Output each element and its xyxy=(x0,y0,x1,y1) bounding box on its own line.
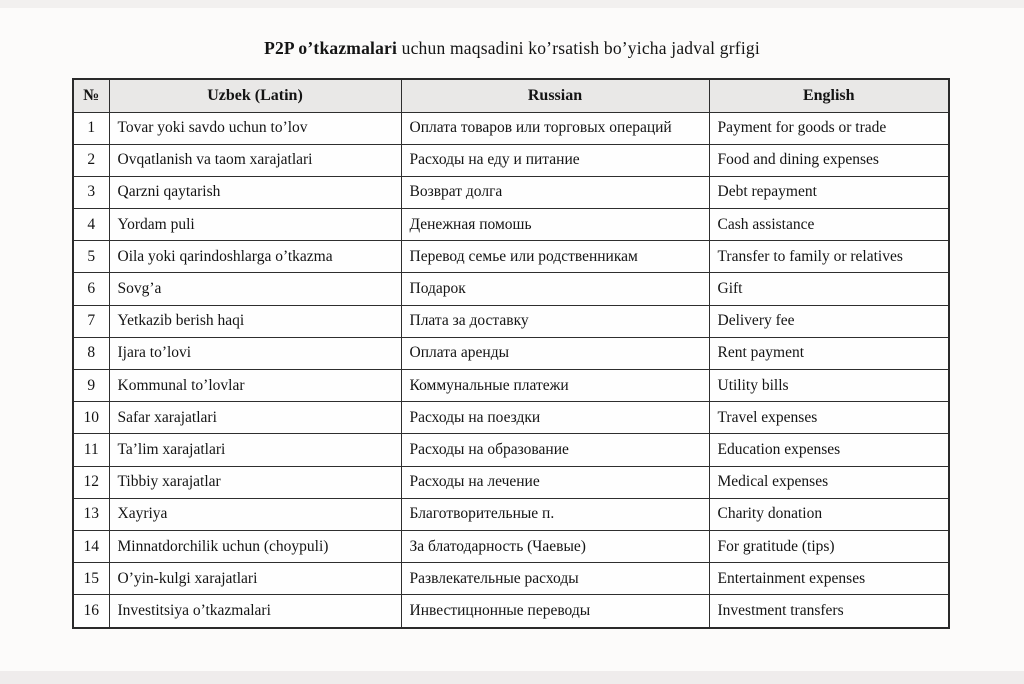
row-number: 7 xyxy=(73,305,109,337)
page-title-rest: uchun maqsadini ko’rsatish bo’yicha jadval grfigi xyxy=(397,38,760,58)
page-title xyxy=(0,38,1024,59)
cell-russian: Перевод семье или родственникам xyxy=(401,241,709,273)
cell-uzbek: Safar xarajatlari xyxy=(109,402,401,434)
cell-english: Debt repayment xyxy=(709,176,949,208)
cell-english: Education expenses xyxy=(709,434,949,466)
row-number: 1 xyxy=(73,112,109,144)
cell-uzbek: Xayriya xyxy=(109,498,401,530)
cell-english: Payment for goods or trade xyxy=(709,112,949,144)
cell-uzbek: Ovqatlanish va taom xarajatlari xyxy=(109,144,401,176)
cell-uzbek: Yetkazib berish haqi xyxy=(109,305,401,337)
row-number: 12 xyxy=(73,466,109,498)
cell-english: Cash assistance xyxy=(709,209,949,241)
cell-uzbek: Investitsiya o’tkazmalari xyxy=(109,595,401,628)
row-number: 13 xyxy=(73,498,109,530)
cell-english: Food and dining expenses xyxy=(709,144,949,176)
cell-english: Medical expenses xyxy=(709,466,949,498)
cell-uzbek: Kommunal to’lovlar xyxy=(109,370,401,402)
row-number: 14 xyxy=(73,530,109,562)
cell-uzbek: Tovar yoki savdo uchun to’lov xyxy=(109,112,401,144)
cell-russian: Оплата товаров или торговых операций xyxy=(401,112,709,144)
cell-uzbek: Oila yoki qarindoshlarga o’tkazma xyxy=(109,241,401,273)
cell-russian: Плата за доставку xyxy=(401,305,709,337)
cell-russian: Расходы на поездки xyxy=(401,402,709,434)
row-number: 16 xyxy=(73,595,109,628)
cell-english: Entertainment expenses xyxy=(709,563,949,595)
row-number: 2 xyxy=(73,144,109,176)
cell-english: Delivery fee xyxy=(709,305,949,337)
cell-uzbek: Qarzni qaytarish xyxy=(109,176,401,208)
row-number: 5 xyxy=(73,241,109,273)
cell-english: Utility bills xyxy=(709,370,949,402)
row-number: 3 xyxy=(73,176,109,208)
row-number: 10 xyxy=(73,402,109,434)
table-row xyxy=(73,563,949,595)
cell-uzbek: Sovg’a xyxy=(109,273,401,305)
cell-uzbek: O’yin-kulgi xarajatlari xyxy=(109,563,401,595)
cell-russian: Подарок xyxy=(401,273,709,305)
cell-russian: Развлекательные расходы xyxy=(401,563,709,595)
cell-uzbek: Minnatdorchilik uchun (choypuli) xyxy=(109,530,401,562)
table-row xyxy=(73,595,949,628)
table-row xyxy=(73,402,949,434)
cell-english: Travel expenses xyxy=(709,402,949,434)
table-row xyxy=(73,305,949,337)
table-row xyxy=(73,434,949,466)
cell-english: For gratitude (tips) xyxy=(709,530,949,562)
table-row xyxy=(73,530,949,562)
cell-russian: Инвестицнонные переводы xyxy=(401,595,709,628)
table-row xyxy=(73,370,949,402)
row-number: 4 xyxy=(73,209,109,241)
cell-russian: Расходы на лечение xyxy=(401,466,709,498)
header-uzbek: Uzbek (Latin) xyxy=(109,79,401,112)
header-number: № xyxy=(73,79,109,112)
cell-russian: Расходы на еду и питание xyxy=(401,144,709,176)
cell-russian: Оплата аренды xyxy=(401,337,709,369)
cell-english: Charity donation xyxy=(709,498,949,530)
cell-english: Gift xyxy=(709,273,949,305)
translation-table xyxy=(72,78,950,629)
table-row xyxy=(73,241,949,273)
row-number: 8 xyxy=(73,337,109,369)
cell-russian: Расходы на образование xyxy=(401,434,709,466)
row-number: 6 xyxy=(73,273,109,305)
page-title-bold: P2P o’tkazmalari xyxy=(264,38,398,58)
table-row xyxy=(73,176,949,208)
table-row xyxy=(73,337,949,369)
header-russian: Russian xyxy=(401,79,709,112)
table-row xyxy=(73,498,949,530)
cell-russian: Денежная помошь xyxy=(401,209,709,241)
cell-english: Rent payment xyxy=(709,337,949,369)
table-row xyxy=(73,466,949,498)
cell-russian: Благотворительные п. xyxy=(401,498,709,530)
cell-english: Investment transfers xyxy=(709,595,949,628)
table-header-row xyxy=(73,79,949,112)
bottom-edge-band xyxy=(0,671,1024,684)
cell-uzbek: Ijara to’lovi xyxy=(109,337,401,369)
header-english: English xyxy=(709,79,949,112)
table-row xyxy=(73,209,949,241)
table-row xyxy=(73,112,949,144)
cell-uzbek: Tibbiy xarajatlar xyxy=(109,466,401,498)
row-number: 15 xyxy=(73,563,109,595)
cell-english: Transfer to family or relatives xyxy=(709,241,949,273)
cell-russian: Возврат долга xyxy=(401,176,709,208)
table-row xyxy=(73,273,949,305)
row-number: 11 xyxy=(73,434,109,466)
table-row xyxy=(73,144,949,176)
cell-russian: За блатодарность (Чаевые) xyxy=(401,530,709,562)
cell-russian: Коммунальные платежи xyxy=(401,370,709,402)
top-edge-band xyxy=(0,0,1024,8)
cell-uzbek: Yordam puli xyxy=(109,209,401,241)
row-number: 9 xyxy=(73,370,109,402)
cell-uzbek: Ta’lim xarajatlari xyxy=(109,434,401,466)
